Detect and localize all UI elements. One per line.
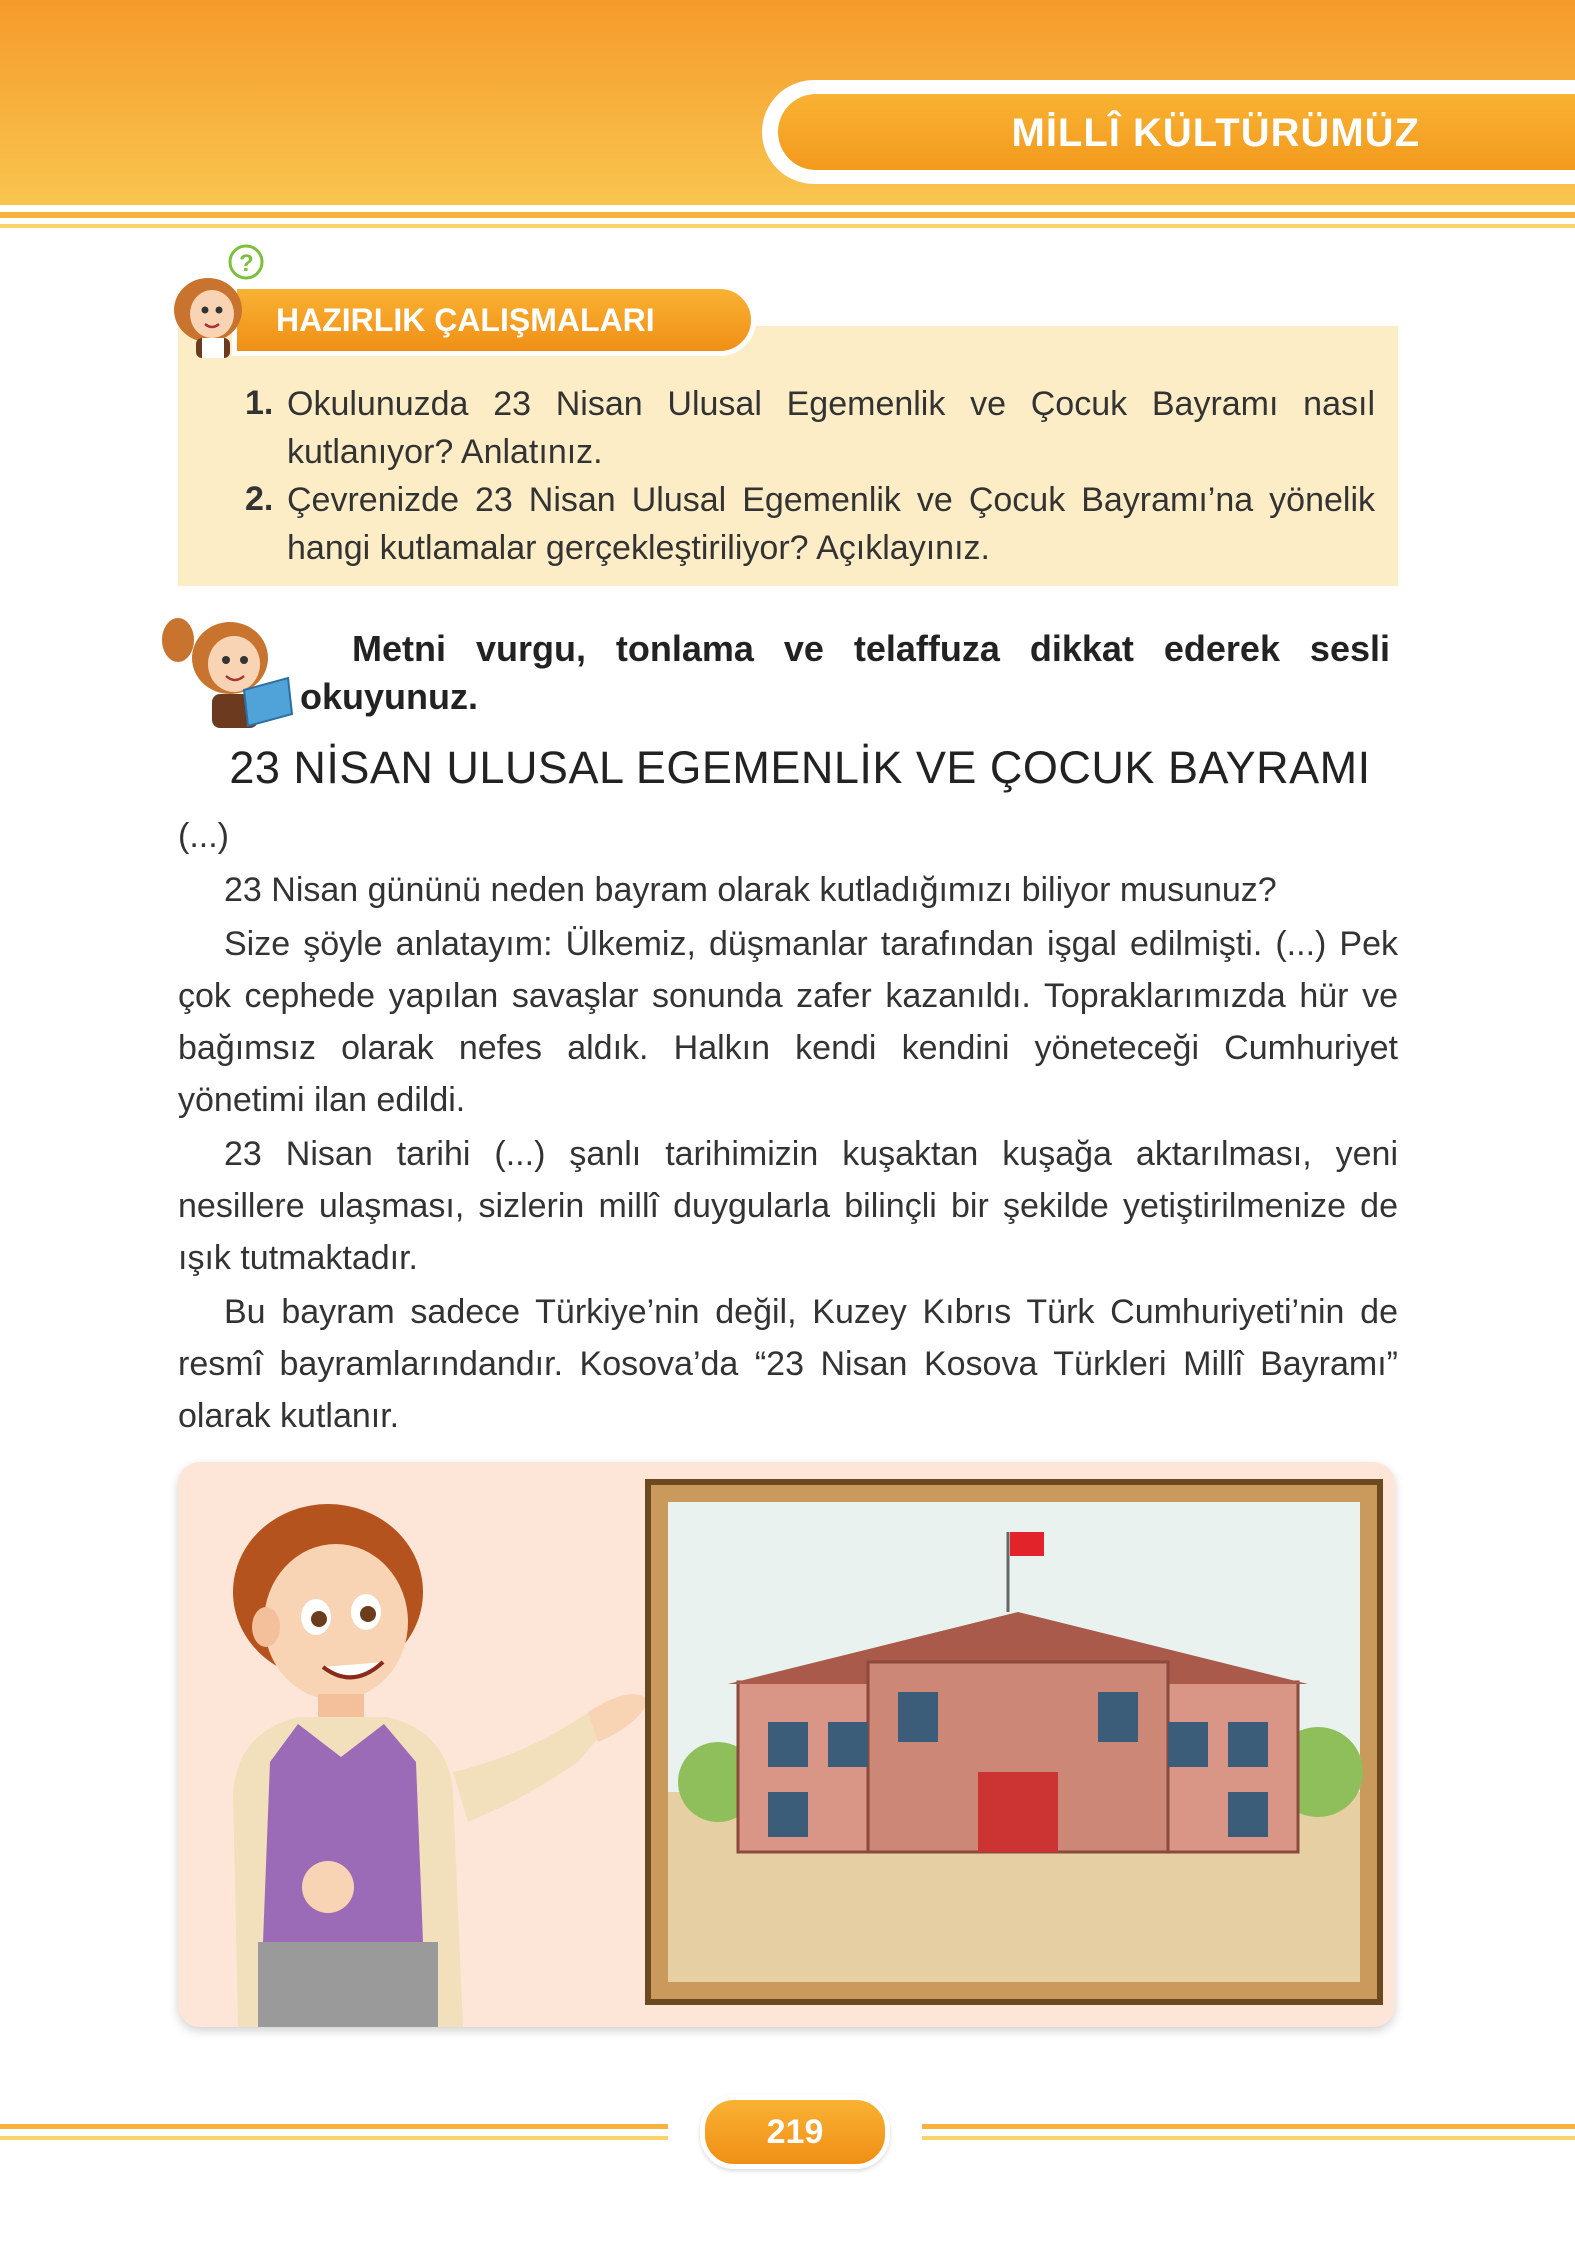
question-number: 1.: [245, 384, 274, 422]
question-number: 2.: [245, 480, 274, 518]
illustration-panel: [178, 1462, 1395, 2027]
question-text: Çevrenizde 23 Nisan Ulusal Egemenlik ve Çocuk Bayramı’na yönelik hangi kutlamalar gerçekleştiriliyor? Açıklayınız.: [287, 481, 1375, 567]
framed-parliament-picture: [648, 1482, 1380, 2002]
footer-divider-thin: [922, 2136, 1575, 2140]
footer-divider: [0, 2124, 668, 2129]
footer-divider: [922, 2124, 1575, 2129]
girl-reading-icon: [148, 610, 298, 730]
preparation-title: HAZIRLIK ÇALIŞMALARI: [276, 302, 655, 338]
paragraph: 23 Nisan tarihi (...) şanlı tarihimizin kuşaktan kuşağa aktarılması, yeni nesillere ulaşması, sizlerin millî duygularla bilinçli bir şekilde yetiştirilmenize de ışık tutmaktadır.: [178, 1135, 1398, 1277]
paragraph: Bu bayram sadece Türkiye’nin değil, Kuzey Kıbrıs Türk Cumhuriyeti’nin de resmî bayramlarındandır. Kosova’da “23 Nisan Kosova Türkleri Millî Bayramı” olarak kutlanır.: [178, 1293, 1398, 1435]
paragraph: (...): [178, 817, 229, 855]
footer-divider-thin: [0, 2136, 668, 2140]
boy-figure: [233, 1504, 648, 2027]
question-text: Okulunuzda 23 Nisan Ulusal Egemenlik ve Çocuk Bayramı nasıl kutlanıyor? Anlatınız.: [287, 385, 1375, 471]
paragraph: Size şöyle anlatayım: Ülkemiz, düşmanlar tarafından işgal edilmişti. (...) Pek çok cephede yapılan savaşlar sonunda zafer kazanıldı. Topraklarımızda hür ve bağımsız olarak nefes aldık. Halkın kendi kendini yöneteceği Cumhuriyet yönetimi ilan edildi.: [178, 925, 1398, 1119]
boy-and-parliament-illustration: [178, 1462, 1395, 2027]
section-title: MİLLÎ KÜLTÜRÜMÜZ: [1011, 111, 1420, 155]
header-divider-thin: [0, 224, 1575, 228]
reading-instruction: Metni vurgu, tonlama ve telaffuza dikkat ederek sesli okuyunuz.: [300, 628, 1390, 717]
header-divider: [0, 212, 1575, 218]
girl-question-icon: [166, 240, 284, 360]
paragraph: 23 Nisan gününü neden bayram olarak kutladığımızı biliyor musunuz?: [224, 871, 1277, 909]
svg-text:?: ?: [239, 250, 254, 277]
story-title: 23 NİSAN ULUSAL EGEMENLİK VE ÇOCUK BAYRAMI: [229, 742, 1371, 793]
page-number: 219: [766, 2113, 824, 2151]
